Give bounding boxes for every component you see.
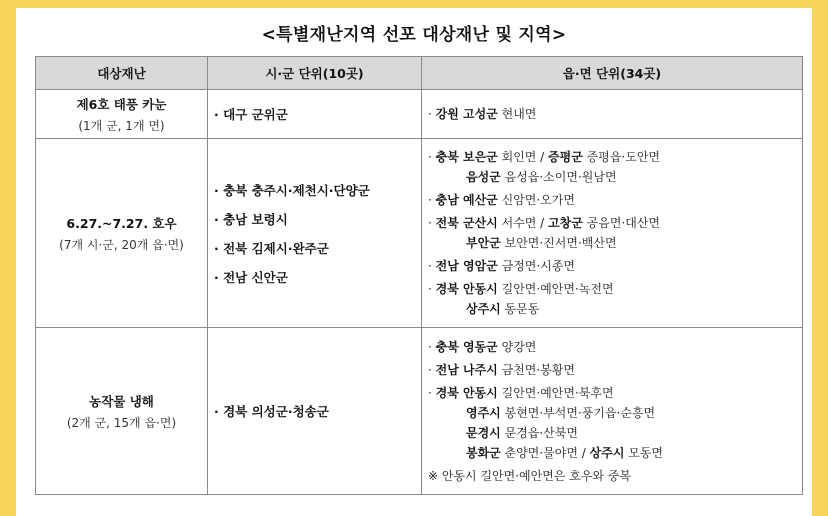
eupmyeon-cell — [422, 139, 803, 328]
sigun-item: · 전북 김제시·완주군 — [214, 240, 329, 256]
disaster-name: 제6호 태풍 카눈 — [76, 96, 167, 112]
eupmyeon-item — [428, 423, 801, 443]
eupmyeon-item — [428, 213, 801, 233]
eupmyeon-item — [428, 299, 801, 319]
town-list: 서수면 / — [497, 216, 549, 230]
disaster-cell — [36, 139, 208, 328]
bullet: · — [428, 259, 436, 273]
disaster-name: 6.27.~7.27. 호우 — [66, 215, 177, 231]
region-name: 강원 고성군 — [435, 107, 498, 121]
region-name: 문경시 — [466, 425, 501, 440]
sigun-item: · 충남 보령시 — [214, 211, 288, 227]
eupmyeon-item — [428, 167, 801, 187]
table-row — [36, 139, 803, 328]
bullet: · — [428, 150, 436, 164]
region-name: 경북 안동시 — [435, 385, 498, 400]
eupmyeon-item — [428, 256, 801, 276]
town-list: ※ 안동시 길안면·예안면은 호우와 중복 — [428, 468, 632, 483]
region-name: 봉화군 — [466, 445, 501, 460]
table-title: <특별재난지역 선포 대상재난 및 지역> — [261, 25, 567, 45]
header-eupmyeon: 읍·면 단위(34곳) — [422, 57, 803, 90]
note-item — [428, 466, 801, 486]
bullet: · — [428, 362, 436, 377]
table-row — [36, 90, 803, 139]
town-list: 현내면 — [497, 107, 537, 121]
eupmyeon-item — [428, 233, 801, 253]
sigun-cell — [208, 90, 422, 139]
disaster-scope: (7개 시·군, 20개 읍·면) — [59, 237, 184, 252]
town-list: 춘양면·물야면 / — [500, 445, 590, 460]
town-list: 문경읍·산북면 — [500, 425, 578, 440]
town-list: 길안면·예안면·북후면 — [497, 385, 614, 400]
region-name: 부안군 — [466, 236, 501, 250]
eupmyeon-cell — [422, 90, 803, 139]
region-name: 상주시 — [466, 302, 501, 316]
bullet: · — [428, 107, 436, 121]
sigun-cell — [208, 139, 422, 328]
bullet: · — [428, 193, 436, 207]
town-list: 증평읍·도안면 — [582, 150, 661, 164]
table-row — [36, 328, 803, 495]
town-list: 동문동 — [500, 302, 540, 316]
eupmyeon-item — [428, 383, 801, 403]
town-list: 모동면 — [624, 445, 664, 460]
town-list: 신암면·오가면 — [497, 193, 575, 207]
sigun-item: · 대구 군위군 — [214, 107, 288, 122]
eupmyeon-item — [428, 190, 801, 210]
sigun-cell — [208, 328, 422, 495]
region-name: 경북 안동시 — [435, 282, 498, 296]
disaster-cell — [36, 328, 208, 495]
region-name: 고창군 — [548, 216, 583, 230]
bullet: · — [428, 385, 436, 400]
eupmyeon-item — [428, 337, 801, 357]
region-name: 전북 군산시 — [435, 216, 498, 230]
header-row — [36, 57, 803, 90]
bullet: · — [428, 339, 436, 354]
bullet: · — [428, 282, 436, 296]
town-list: 길안면·예안면·녹전면 — [497, 282, 614, 296]
town-list: 봉현면·부석면·풍기읍·순흥면 — [500, 405, 656, 420]
disaster-scope: (2개 군, 15개 읍·면) — [66, 415, 177, 430]
eupmyeon-item — [428, 279, 801, 299]
header-sigun: 시·군 단위(10곳) — [208, 57, 422, 90]
eupmyeon-item — [428, 360, 801, 380]
disaster-scope: (1개 군, 1개 면) — [78, 118, 165, 133]
town-list: 금정면·시종면 — [497, 259, 575, 273]
town-list: 보안면·진서면·백산면 — [500, 236, 617, 250]
document-sheet — [16, 8, 812, 516]
eupmyeon-item — [428, 147, 801, 167]
town-list: 양강면 — [497, 339, 537, 354]
town-list: 음성읍·소이면·원남면 — [500, 170, 617, 184]
eupmyeon-item — [428, 104, 801, 124]
region-name: 영주시 — [466, 405, 501, 420]
header-disaster: 대상재난 — [36, 57, 208, 90]
sigun-item: · 경북 의성군·청송군 — [214, 404, 329, 419]
region-name: 음성군 — [466, 170, 501, 184]
region-name: 충남 예산군 — [435, 193, 498, 207]
town-list: 회인면 / — [497, 150, 549, 164]
town-list: 금천면·봉황면 — [497, 362, 575, 377]
disaster-name: 농작물 냉해 — [89, 393, 154, 409]
disaster-cell — [36, 90, 208, 139]
region-name: 전남 영암군 — [435, 259, 498, 273]
region-name: 증평군 — [548, 150, 583, 164]
eupmyeon-item — [428, 403, 801, 423]
region-name: 상주시 — [589, 445, 625, 460]
region-name: 충북 보은군 — [435, 150, 498, 164]
region-name: 충북 영동군 — [435, 339, 498, 354]
town-list: 공음면·대산면 — [582, 216, 661, 230]
region-name: 전남 나주시 — [435, 362, 498, 377]
disaster-area-table — [35, 56, 803, 495]
eupmyeon-cell — [422, 328, 803, 495]
sigun-item: · 전남 신안군 — [214, 269, 288, 285]
sigun-item: · 충북 충주시·제천시·단양군 — [214, 182, 370, 198]
bullet: · — [428, 216, 436, 230]
eupmyeon-item — [428, 443, 801, 463]
